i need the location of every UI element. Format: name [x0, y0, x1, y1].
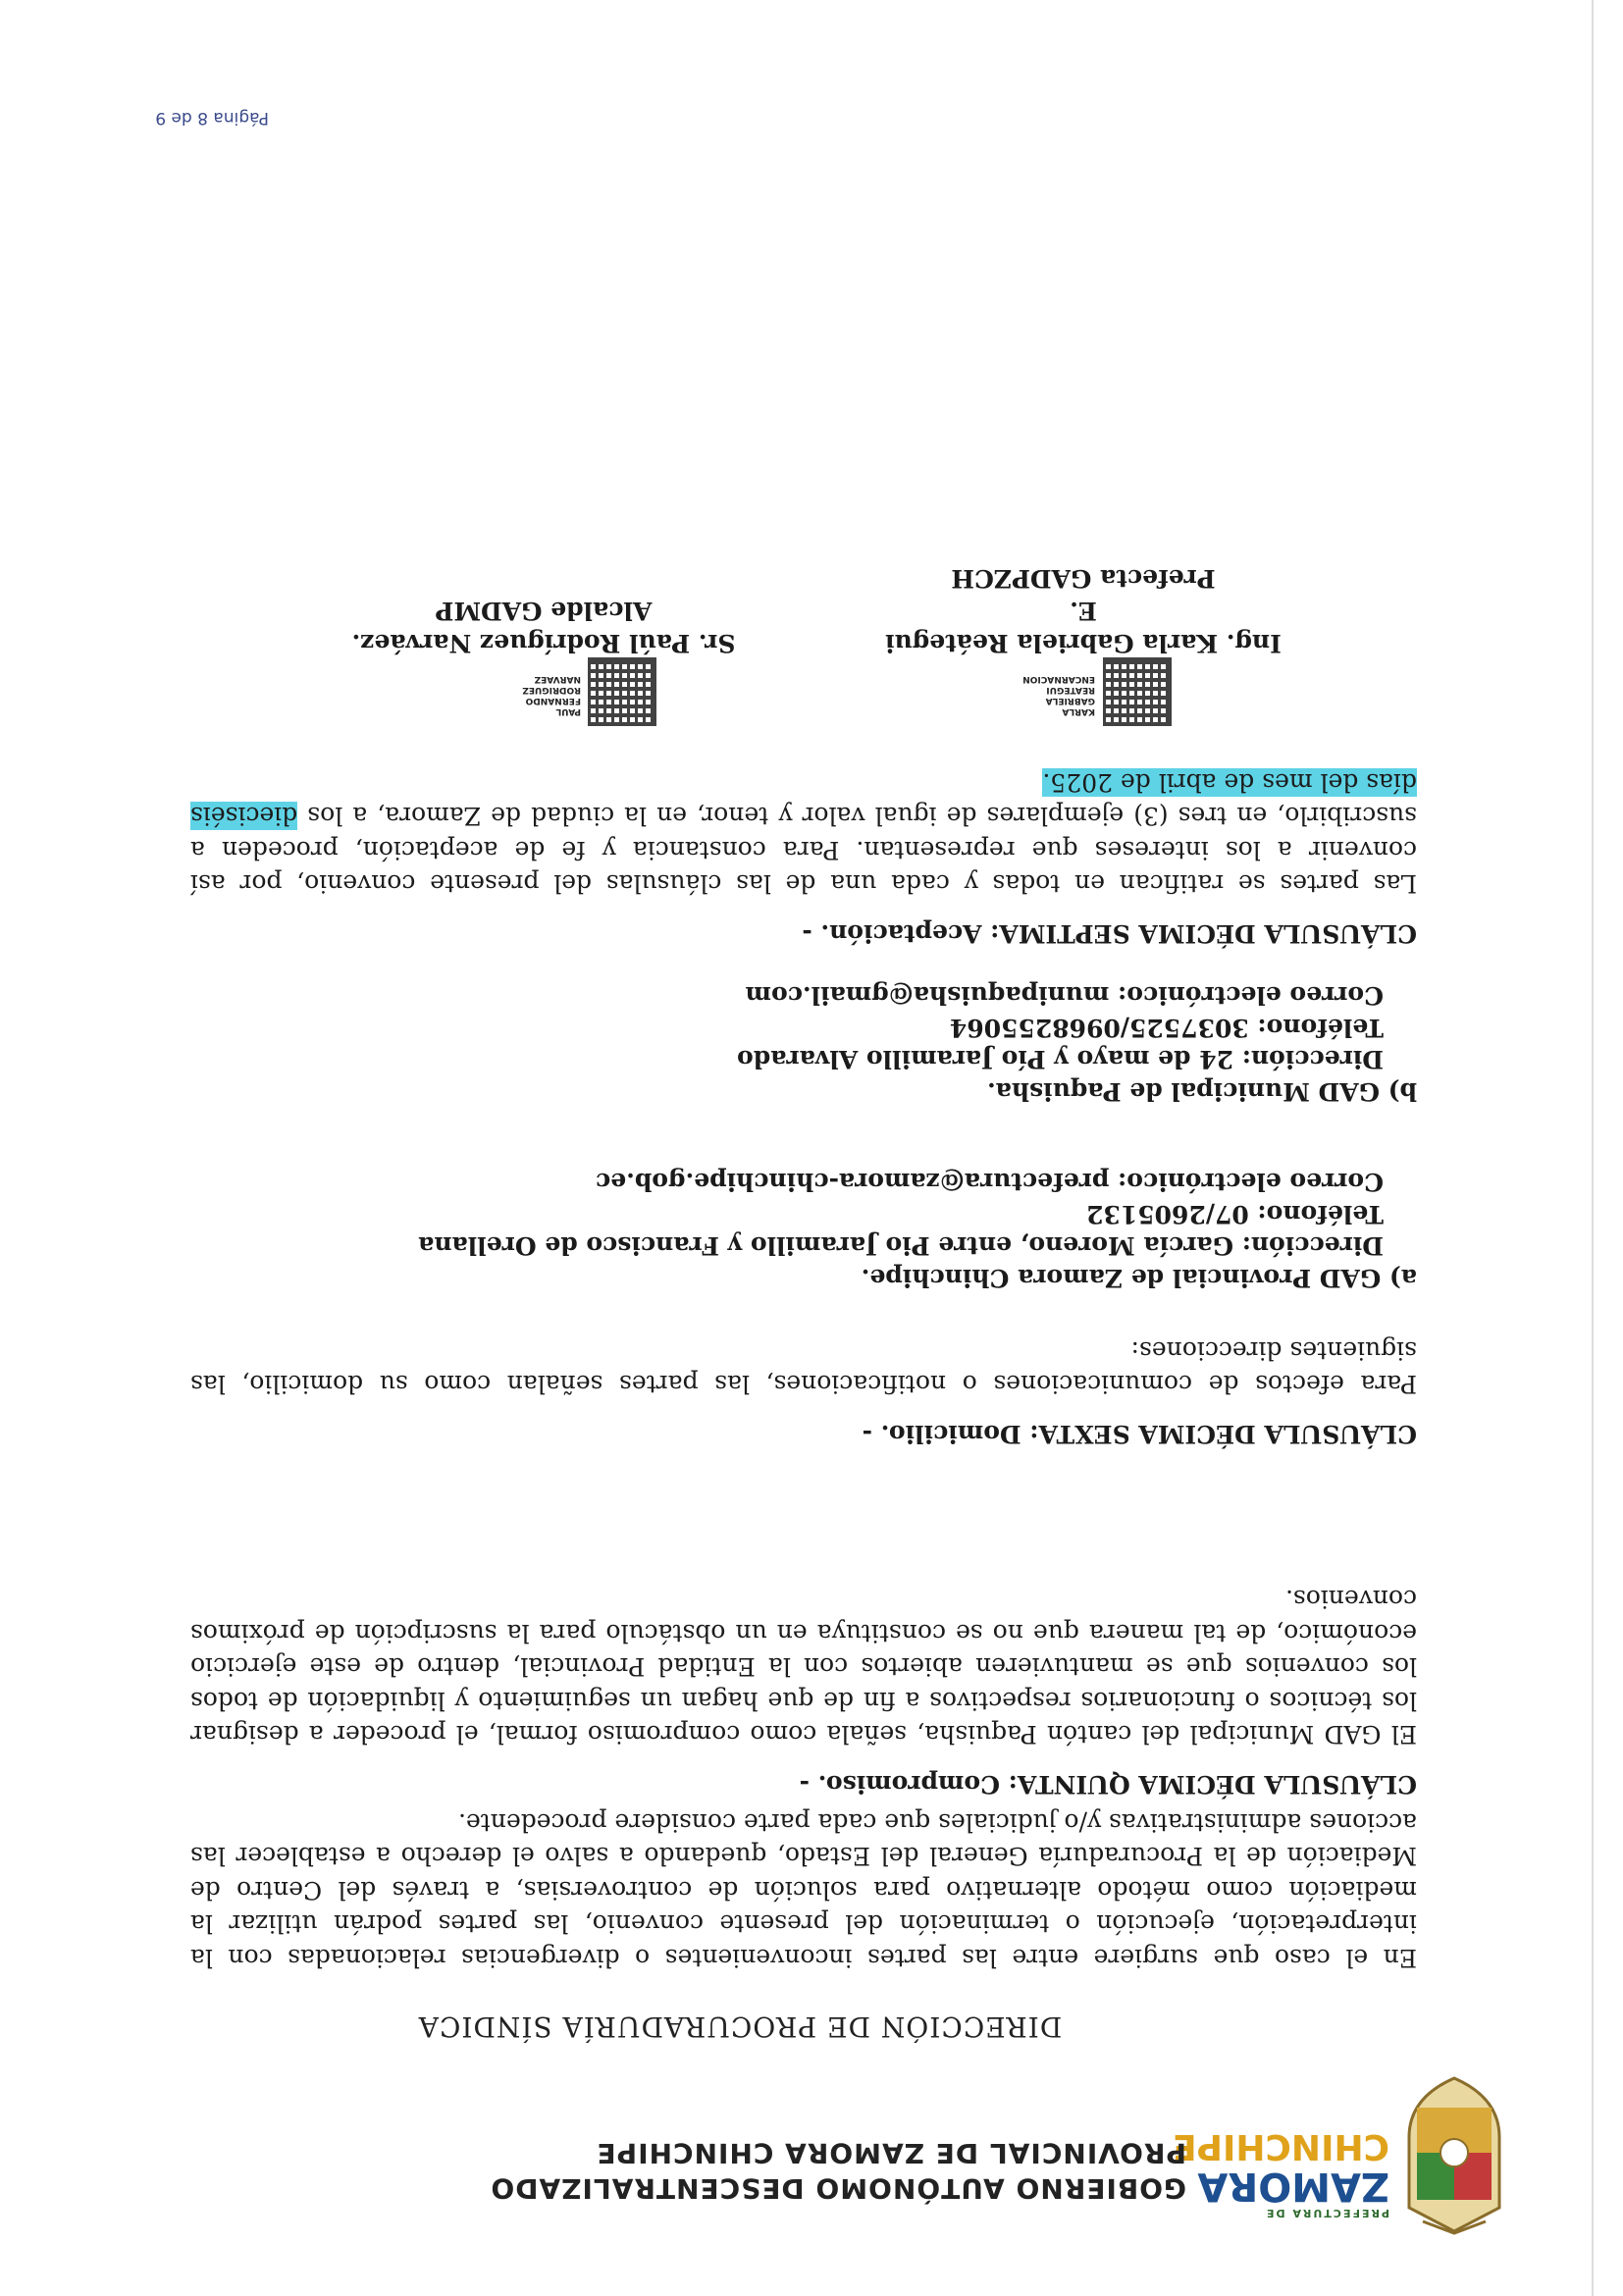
brand-word-chinchipe: CHINCHIPE: [1173, 2126, 1389, 2166]
clause-17-text: [190, 765, 1417, 901]
address-a-direccion: Dirección: García Moreno, entre Pio Jaramillo y Francisco de Orellana: [418, 1231, 1384, 1261]
clause-15-title: CLÁUSULA DÉCIMA QUINTA: Compromiso. -: [799, 1770, 1417, 1799]
address-a-correo: Correo electrónico: prefectura@zamora-chinchipe.gob.ec: [596, 1168, 1384, 1197]
address-b: [190, 979, 1417, 1107]
right-signer-name: Sr. Paúl Rodríguez Narváez.: [351, 629, 736, 657]
brand-wordmark: [1173, 2092, 1389, 2219]
left-signer-role: Prefecta GADPZCH: [951, 564, 1216, 593]
left-signature-qr-icon: [1103, 657, 1172, 726]
clause-17-body: Las partes se ratifican en todas y cada una de las cláusulas del presente convenio, por así convenir a los intereses que representan. Para constancia y fe de aceptación, proceden a suscribirlo, en tres (3) ejemplares de igual valor y tenor, en la ciudad de Zamora, a los: [190, 802, 1417, 899]
right-signature-qr-icon: [588, 657, 656, 726]
government-title-line1: GOBIERNO AUTÓNOMO DESCENTRALIZADO: [490, 2172, 1186, 2205]
right-signature-qr-text: PAUL FERNANDO RODRIGUEZ NARVAEZ: [522, 674, 581, 716]
left-signer-name: Ing. Karla Gabriela Reátegui E.: [885, 597, 1282, 657]
clause-15-block: [190, 1582, 1417, 1800]
address-b-correo: Correo electrónico: munipaquisha@gmail.com: [745, 981, 1384, 1011]
address-a-telefono: Teléfono: 07/2605132: [1086, 1200, 1384, 1228]
clause-16-block: [190, 1333, 1417, 1451]
address-a: [190, 1166, 1417, 1293]
right-signature: [328, 595, 759, 659]
intro-paragraph-block: [190, 1805, 1417, 1975]
left-signature-qr-text: KARLA GABRIELA REATEGUI ENCARNACION: [1022, 674, 1095, 716]
address-b-title: b) GAD Municipal de Paquisha.: [987, 1077, 1417, 1106]
paper-edge: [1592, 0, 1594, 2296]
address-b-telefono: Teléfono: 3037525/0968255064: [949, 1014, 1384, 1042]
address-b-direccion: Dirección: 24 de mayo y Pío Jaramillo Alvarado: [737, 1045, 1384, 1074]
department-title: DIRECCIÓN DE PROCURADURÍA SÍNDICA: [417, 2010, 1063, 2043]
left-signature: [867, 562, 1299, 659]
brand-word-zamora: ZAMORA: [1197, 2164, 1389, 2209]
clause-17-highlighted-date: dieciséis días del mes de abril de 2025.: [190, 768, 1417, 831]
provincial-shield-logo-icon: [1402, 2073, 1505, 2235]
clause-16-title: CLÁUSULA DÉCIMA SEXTA: Domicilio. -: [862, 1420, 1417, 1448]
right-signer-role: Alcalde GADMP: [435, 597, 653, 625]
page-number: Página 8 de 9: [155, 108, 269, 128]
clause-15-text: El GAD Municipal del cantón Paquisha, señala como compromiso formal, el proceder a designar los técnicos o funcionarios respectivos a fin de que hagan un seguimiento y liquidación de todos los convenios que se mantuvieren abiertos con la Entidad Provincial, dentro de este ejercicio económico, de tal manera que no se constituya en un obstáculo para la suscripción de próximos convenios.: [190, 1585, 1417, 1749]
government-title: [441, 2135, 1186, 2206]
government-title-line2: PROVINCIAL DE ZAMORA CHINCHIPE: [596, 2137, 1186, 2169]
address-a-title: a) GAD Provincial de Zamora Chinchipe.: [861, 1264, 1417, 1292]
clause-17-title: CLÁUSULA DÉCIMA SEPTIMA: Aceptación. -: [802, 919, 1417, 948]
intro-paragraph: En el caso que surgiere entre las partes inconvenientes o divergencias relacionadas con la interpretación, ejecución o terminación del presente convenio, las partes podrán utilizar la mediación como método alternativo para solución de controversias, a través del Centro de Mediación de la Procuraduría General del Estado, quedando a salvo el derecho a establecer las acciones administrativas y/o judiciales que cada parte considere procedente.: [190, 1808, 1417, 1972]
clause-16-text: Para efectos de comunicaciones o notificaciones, las partes señalan como su domicilio, las siguientes direcciones:: [190, 1336, 1417, 1399]
clause-17-block: [190, 765, 1417, 951]
brand-small-text: PREFECTURA DE: [1264, 2207, 1389, 2219]
